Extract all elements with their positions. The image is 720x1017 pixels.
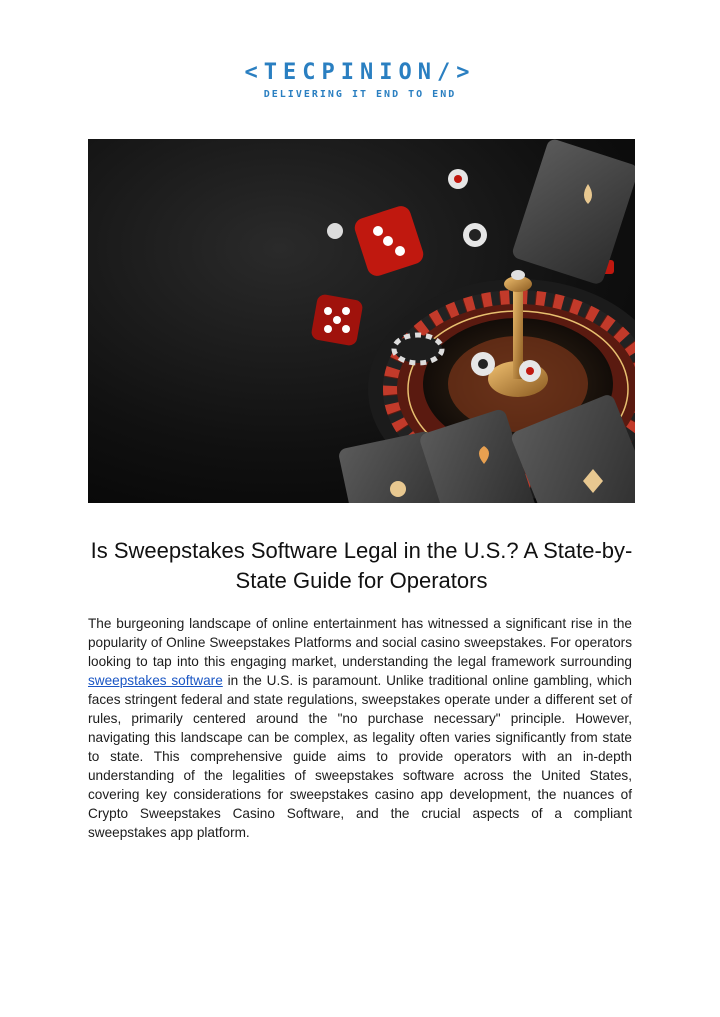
logo-tagline: DELIVERING IT END TO END	[263, 89, 457, 100]
article-paragraph	[88, 614, 632, 842]
brand-logo	[0, 60, 720, 100]
article-title: Is Sweepstakes Software Legal in the U.S.? A State-by-State Guide for Operators	[90, 538, 633, 593]
logo-wordmark: <TECPINION/>	[244, 60, 476, 85]
paragraph-text-end: in the U.S. is paramount. Unlike traditional online gambling, which faces stringent federal and state regulations, sweepstakes operate under a different set of rules, primarily centered around the "no purchase necessary" principle. However, navigating this landscape can be complex, as legality often varies significantly from state to state. This comprehensive guide aims to provide operators with an in-depth understanding of the legalities of sweepstakes software across the United States, covering key considerations for sweepstakes casino app development, the nuances of Crypto Sweepstakes Casino Software, and the crucial aspects of a compliant sweepstakes app platform.	[88, 673, 632, 840]
hero-image	[88, 139, 635, 503]
paragraph-text-start: The burgeoning landscape of online entertainment has witnessed a significant rise in the popularity of Online Sweepstakes Platforms and social casino sweepstakes. For operators looking to tap into this engaging market, understanding the legal framework surrounding	[88, 616, 632, 669]
sweepstakes-software-link[interactable]: sweepstakes software	[88, 673, 223, 688]
